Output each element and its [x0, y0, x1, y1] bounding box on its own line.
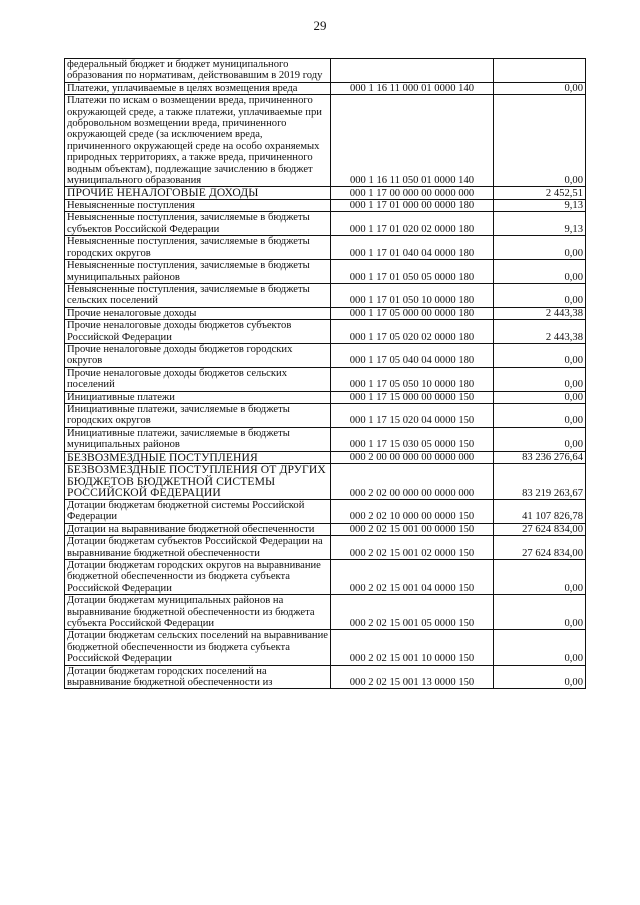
amount-cell: 0,00 — [494, 95, 586, 187]
income-name-cell: Прочие неналоговые доходы бюджетов субъектов Российской Федерации — [65, 320, 331, 344]
table-row — [65, 464, 586, 500]
amount-cell: 0,00 — [494, 343, 586, 367]
table-row — [65, 187, 586, 200]
budget-code-cell — [331, 59, 494, 83]
table-row — [65, 307, 586, 319]
income-name-cell: Инициативные платежи — [65, 391, 331, 403]
budget-code-cell: 000 1 17 01 000 00 0000 180 — [331, 200, 494, 212]
amount-cell: 0,00 — [494, 260, 586, 284]
table-row — [65, 403, 586, 427]
table-row — [65, 212, 586, 236]
table-body — [65, 59, 586, 689]
table-row — [65, 630, 586, 665]
income-name-cell: Прочие неналоговые доходы бюджетов сельских поселений — [65, 367, 331, 391]
amount-cell: 2 443,38 — [494, 307, 586, 319]
income-name-cell: Инициативные платежи, зачисляемые в бюджеты муниципальных районов — [65, 427, 331, 451]
budget-code-cell: 000 1 17 01 040 04 0000 180 — [331, 236, 494, 260]
budget-code-cell: 000 1 17 05 020 02 0000 180 — [331, 320, 494, 344]
amount-cell: 0,00 — [494, 82, 586, 94]
income-name-cell: Невыясненные поступления, зачисляемые в бюджеты муниципальных районов — [65, 260, 331, 284]
income-name-cell: БЕЗВОЗМЕЗДНЫЕ ПОСТУПЛЕНИЯ — [65, 451, 331, 464]
budget-code-cell: 000 1 17 00 000 00 0000 000 — [331, 187, 494, 200]
table-row — [65, 427, 586, 451]
budget-code-cell: 000 2 02 15 001 10 0000 150 — [331, 630, 494, 665]
budget-code-cell: 000 1 17 15 020 04 0000 150 — [331, 403, 494, 427]
amount-cell: 0,00 — [494, 560, 586, 595]
table-row — [65, 391, 586, 403]
income-name-cell: Платежи, уплачиваемые в целях возмещения вреда — [65, 82, 331, 94]
budget-code-cell: 000 1 16 11 000 01 0000 140 — [331, 82, 494, 94]
table-row — [65, 260, 586, 284]
budget-code-cell: 000 1 17 05 040 04 0000 180 — [331, 343, 494, 367]
amount-cell: 0,00 — [494, 630, 586, 665]
income-name-cell: Платежи по искам о возмещении вреда, причиненного окружающей среде, а также платежи, уплачиваемые при добровольном возмещении вреда, причиненного окружающей среде (за исключением вреда, причиненного окружающей среде на особо охраняемых природных территориях, а также вреда, причиненного водным объектам), подлежащие зачислению в бюджет муниципального образования — [65, 95, 331, 187]
budget-code-cell: 000 1 17 01 050 10 0000 180 — [331, 283, 494, 307]
income-name-cell: Дотации бюджетам муниципальных районов на выравнивание бюджетной обеспеченности из бюджета субъекта Российской Федерации — [65, 595, 331, 630]
amount-cell: 0,00 — [494, 665, 586, 689]
budget-code-cell: 000 1 17 05 050 10 0000 180 — [331, 367, 494, 391]
budget-code-cell: 000 1 16 11 050 01 0000 140 — [331, 95, 494, 187]
income-name-cell: Дотации бюджетам городских поселений на выравнивание бюджетной обеспеченности из — [65, 665, 331, 689]
amount-cell: 0,00 — [494, 391, 586, 403]
table-row — [65, 536, 586, 560]
amount-cell: 0,00 — [494, 595, 586, 630]
income-name-cell: Инициативные платежи, зачисляемые в бюджеты городских округов — [65, 403, 331, 427]
income-name-cell: ПРОЧИЕ НЕНАЛОГОВЫЕ ДОХОДЫ — [65, 187, 331, 200]
amount-cell: 2 443,38 — [494, 320, 586, 344]
amount-cell: 0,00 — [494, 236, 586, 260]
amount-cell: 0,00 — [494, 367, 586, 391]
amount-cell: 41 107 826,78 — [494, 499, 586, 523]
amount-cell: 9,13 — [494, 212, 586, 236]
budget-code-cell: 000 2 02 00 000 00 0000 000 — [331, 464, 494, 500]
income-name-cell: Невыясненные поступления, зачисляемые в бюджеты городских округов — [65, 236, 331, 260]
amount-cell: 2 452,51 — [494, 187, 586, 200]
table-row — [65, 560, 586, 595]
income-name-cell: Дотации бюджетам субъектов Российской Федерации на выравнивание бюджетной обеспеченности — [65, 536, 331, 560]
income-name-cell: Прочие неналоговые доходы бюджетов городских округов — [65, 343, 331, 367]
table-row — [65, 499, 586, 523]
budget-revenue-table — [64, 58, 586, 689]
budget-code-cell: 000 1 17 01 050 05 0000 180 — [331, 260, 494, 284]
table-row — [65, 82, 586, 94]
budget-code-cell: 000 1 17 05 000 00 0000 180 — [331, 307, 494, 319]
budget-code-cell: 000 1 17 15 030 05 0000 150 — [331, 427, 494, 451]
income-name-cell: Невыясненные поступления, зачисляемые в бюджеты субъектов Российской Федерации — [65, 212, 331, 236]
budget-code-cell: 000 2 02 15 001 13 0000 150 — [331, 665, 494, 689]
table-row — [65, 320, 586, 344]
table-row — [65, 95, 586, 187]
amount-cell: 0,00 — [494, 283, 586, 307]
amount-cell: 27 624 834,00 — [494, 536, 586, 560]
income-name-cell: федеральный бюджет и бюджет муниципального образования по нормативам, действовавшим в 2019 году — [65, 59, 331, 83]
budget-code-cell: 000 2 02 15 001 04 0000 150 — [331, 560, 494, 595]
budget-code-cell: 000 1 17 01 020 02 0000 180 — [331, 212, 494, 236]
table-row — [65, 523, 586, 535]
table-row — [65, 59, 586, 83]
amount-cell: 9,13 — [494, 200, 586, 212]
amount-cell: 83 236 276,64 — [494, 451, 586, 464]
budget-code-cell: 000 2 02 15 001 00 0000 150 — [331, 523, 494, 535]
table-row — [65, 200, 586, 212]
table-row — [65, 595, 586, 630]
income-name-cell: Дотации бюджетам бюджетной системы Российской Федерации — [65, 499, 331, 523]
budget-code-cell: 000 1 17 15 000 00 0000 150 — [331, 391, 494, 403]
amount-cell: 0,00 — [494, 427, 586, 451]
income-name-cell: Невыясненные поступления, зачисляемые в бюджеты сельских поселений — [65, 283, 331, 307]
table-row — [65, 367, 586, 391]
amount-cell: 0,00 — [494, 403, 586, 427]
page-number: 29 — [313, 18, 327, 33]
table-row — [65, 343, 586, 367]
amount-cell — [494, 59, 586, 83]
income-name-cell: Невыясненные поступления — [65, 200, 331, 212]
table-row — [65, 451, 586, 464]
table-row — [65, 236, 586, 260]
income-name-cell: Дотации на выравнивание бюджетной обеспеченности — [65, 523, 331, 535]
budget-code-cell: 000 2 02 15 001 05 0000 150 — [331, 595, 494, 630]
income-name-cell: Прочие неналоговые доходы — [65, 307, 331, 319]
amount-cell: 27 624 834,00 — [494, 523, 586, 535]
table-row — [65, 283, 586, 307]
amount-cell: 83 219 263,67 — [494, 464, 586, 500]
income-name-cell: Дотации бюджетам сельских поселений на выравнивание бюджетной обеспеченности из бюджета субъекта Российской Федерации — [65, 630, 331, 665]
budget-code-cell: 000 2 02 15 001 02 0000 150 — [331, 536, 494, 560]
budget-code-cell: 000 2 02 10 000 00 0000 150 — [331, 499, 494, 523]
budget-code-cell: 000 2 00 00 000 00 0000 000 — [331, 451, 494, 464]
income-name-cell: БЕЗВОЗМЕЗДНЫЕ ПОСТУПЛЕНИЯ ОТ ДРУГИХ БЮДЖЕТОВ БЮДЖЕТНОЙ СИСТЕМЫ РОССИЙСКОЙ ФЕДЕРАЦИИ — [65, 464, 331, 500]
income-name-cell: Дотации бюджетам городских округов на выравнивание бюджетной обеспеченности из бюджета субъекта Российской Федерации — [65, 560, 331, 595]
table-row — [65, 665, 586, 689]
